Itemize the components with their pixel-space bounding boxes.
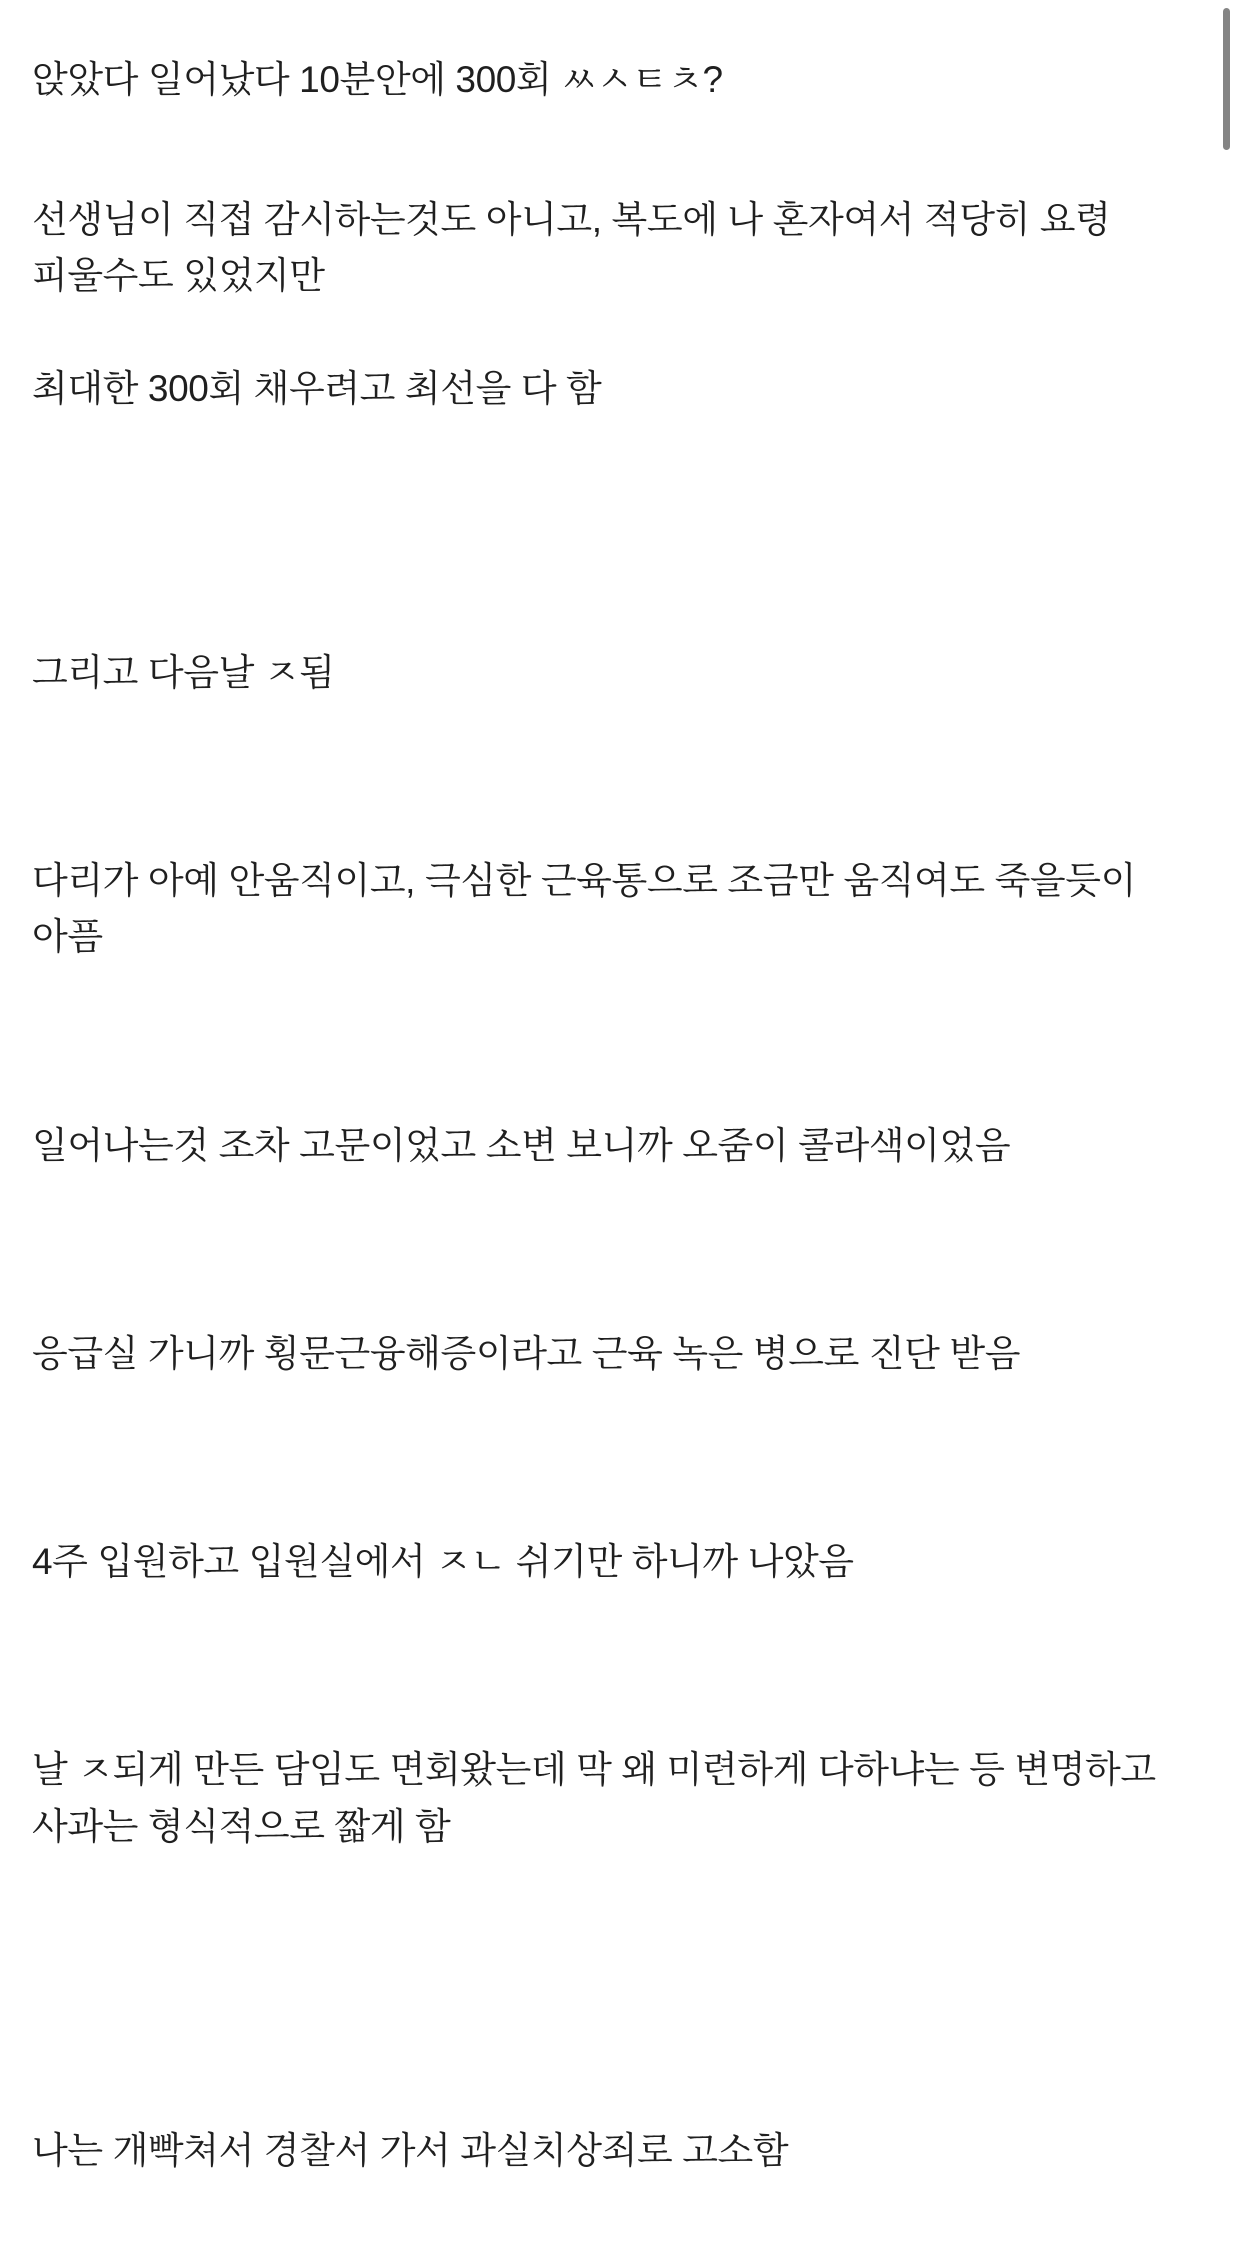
- post-paragraph-4: 그리고 다음날 ㅈ됨: [32, 651, 335, 693]
- post-paragraph-2: 선생님이 직접 감시하는것도 아니고, 복도에 나 혼자여서 적당히 요령 피울수도 있었지만: [32, 199, 1121, 297]
- spacer-block-5: [32, 1438, 1207, 1534]
- post-paragraph-9: 날 ㅈ되게 만든 담임도 면회왔는데 막 왜 미련하게 다하냐는 등 변명하고 사과는 형식적으로 짧게 함: [32, 1749, 1166, 1847]
- vertical-scrollbar-track[interactable]: [1228, 0, 1236, 2242]
- spacer-block-1: [32, 473, 1207, 645]
- spacer-block-2: [32, 757, 1207, 853]
- post-paragraph-8: 4주 입원하고 입원실에서 ㅈㄴ 쉬기만 하니까 나았음: [32, 1541, 854, 1583]
- post-body: [32, 52, 1207, 2179]
- post-paragraph-7: 응급실 가니까 횡문근융해증이라고 근육 녹은 병으로 진단 받음: [32, 1332, 1021, 1374]
- spacer-block-3: [32, 1022, 1207, 1118]
- post-paragraph-10: 나는 개빡쳐서 경찰서 가서 과실치상죄로 고소함: [32, 2129, 789, 2171]
- spacer-block-7: [32, 1911, 1207, 2123]
- vertical-scrollbar-thumb[interactable]: [1223, 8, 1230, 150]
- post-paragraph-1: 앉았다 일어났다 10분안에 300회 ㅆㅅㅌㅊ?: [32, 59, 723, 100]
- spacer-block-4: [32, 1230, 1207, 1326]
- post-paragraph-5: 다리가 아예 안움직이고, 극심한 근육통으로 조금만 움직여도 죽을듯이 아픔: [32, 860, 1146, 958]
- spacer-block-6: [32, 1646, 1207, 1742]
- post-paragraph-6: 일어나는것 조차 고문이었고 소변 보니까 오줌이 콜라색이었음: [32, 1124, 1011, 1166]
- post-paragraph-3: 최대한 300회 채우려고 최선을 다 함: [32, 367, 602, 409]
